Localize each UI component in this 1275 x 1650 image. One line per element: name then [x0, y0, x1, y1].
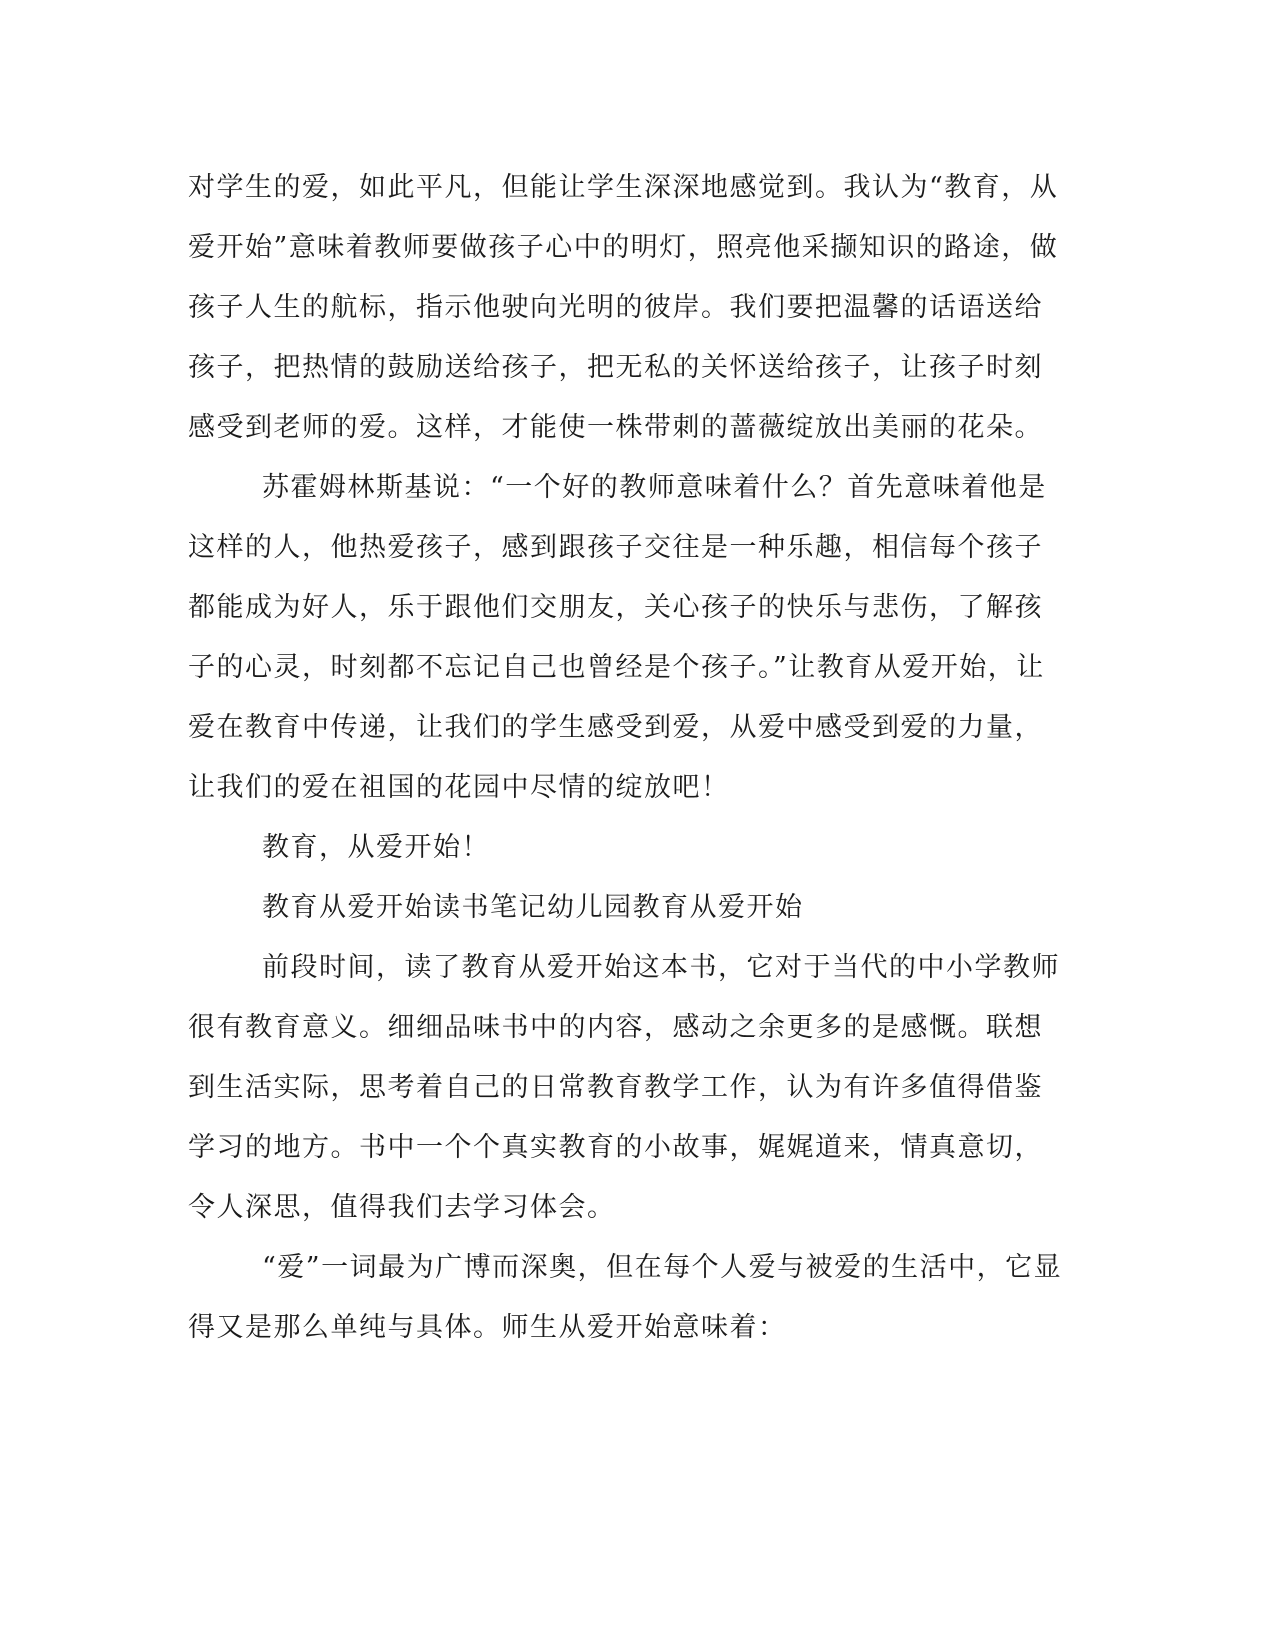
body-line: 爱在教育中传递，让我们的学生感受到爱，从爱中感受到爱的力量，: [188, 712, 1043, 743]
body-line: 这样的人，他热爱孩子，感到跟孩子交往是一种乐趣，相信每个孩子: [188, 532, 1043, 563]
paragraph-first-line: 苏霍姆林斯基说：“一个好的教师意味着什么？首先意味着他是: [262, 472, 1047, 503]
body-line: 孩子人生的航标，指示他驶向光明的彼岸。我们要把温馨的话语送给: [188, 292, 1043, 323]
body-line: 子的心灵，时刻都不忘记自己也曾经是个孩子。”让教育从爱开始，让: [188, 652, 1045, 683]
document-body: [188, 158, 1068, 1358]
paragraph-first-line: 前段时间，读了教育从爱开始这本书，它对于当代的中小学教师: [262, 952, 1060, 983]
body-line: 让我们的爱在祖国的花园中尽情的绽放吧！: [188, 772, 730, 803]
body-line: 都能成为好人，乐于跟他们交朋友，关心孩子的快乐与悲伤，了解孩: [188, 592, 1043, 623]
body-line: 感受到老师的爱。这样，才能使一株带刺的蔷薇绽放出美丽的花朵。: [188, 412, 1043, 443]
body-line: 爱开始”意味着教师要做孩子心中的明灯，照亮他采撷知识的路途，做: [188, 232, 1059, 263]
body-line: 很有教育意义。细细品味书中的内容，感动之余更多的是感慨。联想: [188, 1012, 1043, 1043]
paragraph-first-line: 教育，从爱开始！: [262, 832, 490, 863]
body-line: 到生活实际，思考着自己的日常教育教学工作，认为有许多值得借鉴: [188, 1072, 1043, 1103]
body-line: 令人深思，值得我们去学习体会。: [188, 1192, 616, 1223]
body-line: 对学生的爱，如此平凡，但能让学生深深地感觉到。我认为“教育，从: [188, 172, 1059, 203]
section-heading: 教育从爱开始读书笔记幼儿园教育从爱开始: [262, 892, 804, 923]
body-line: 得又是那么单纯与具体。师生从爱开始意味着：: [188, 1312, 787, 1343]
body-line: 学习的地方。书中一个个真实教育的小故事，娓娓道来，情真意切，: [188, 1132, 1043, 1163]
body-line: 孩子，把热情的鼓励送给孩子，把无私的关怀送给孩子，让孩子时刻: [188, 352, 1043, 383]
paragraph-first-line: “爱”一词最为广博而深奥，但在每个人爱与被爱的生活中，它显: [262, 1252, 1063, 1283]
